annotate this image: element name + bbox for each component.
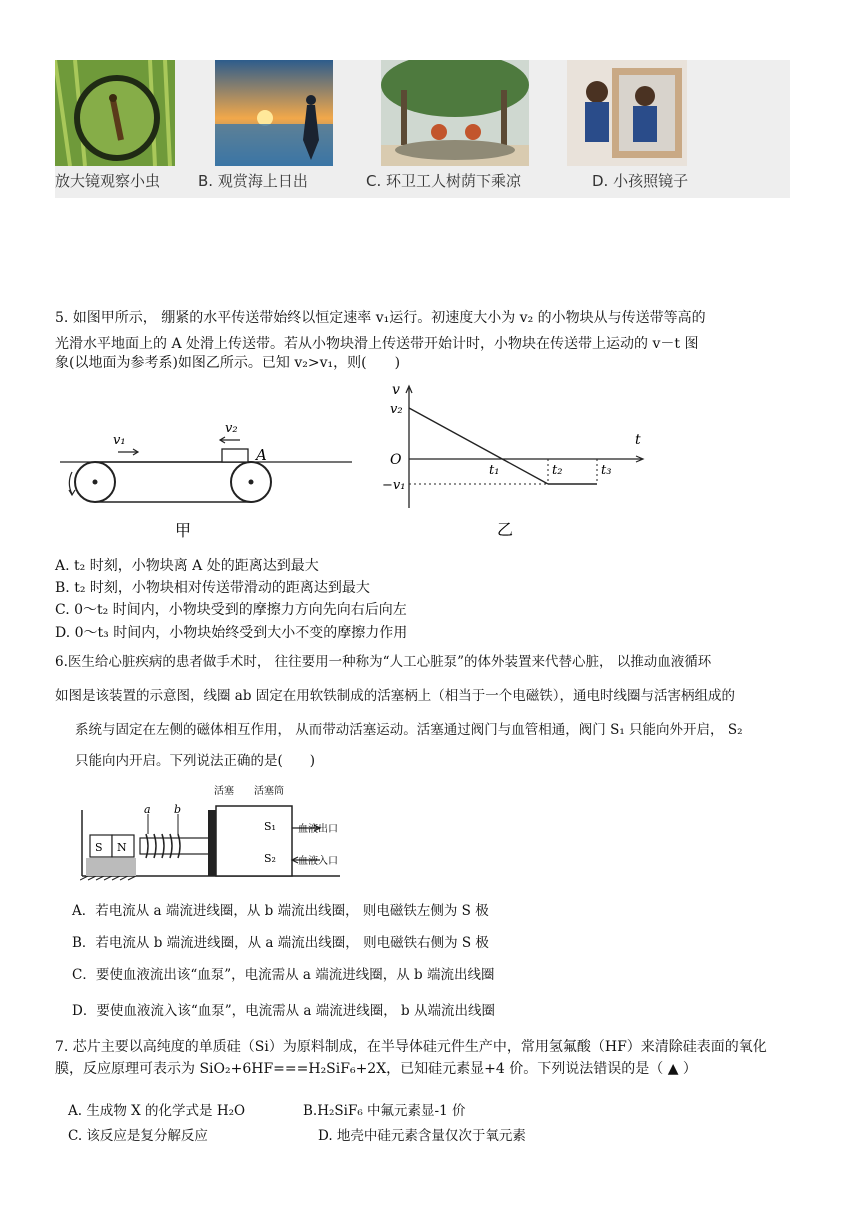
label-inlet: 血液入口: [298, 856, 338, 867]
label-origin: O: [390, 452, 402, 468]
q6-option-d: D．要使血液流入该“血泵”，电流需从 a 端流进线圈， b 从端流出线圈: [72, 1003, 495, 1019]
label-v2-axis: v₂: [390, 402, 403, 417]
q7-line-2: 膜，反应原理可表示为 SiO₂+6HF===H₂SiF₆+2X，已知硅元素显+4 价。下列说法错误的是（ ▲ ）: [55, 1061, 697, 1077]
q5-line-1: 5. 如图甲所示， 绷紧的水平传送带始终以恒定速率 v₁运行。初速度大小为 v₂ 的小物块从与传送带等高的: [55, 310, 706, 326]
label-cylinder: 活塞筒: [254, 786, 284, 797]
label-s2: S₂: [264, 852, 276, 865]
q7-line-1: 7. 芯片主要以高纯度的单质硅（Si）为原料制成，在半导体硅元件生产中，常用氢氟酸（HF）来清除硅表面的氧化: [55, 1039, 767, 1055]
tree-shade-photo: [381, 60, 529, 166]
q5-option-b: B. t₂ 时刻，小物块相对传送带滑动的距离达到最大: [55, 580, 370, 596]
q5-line-3: 象(以地面为参考系)如图乙所示。已知 v₂>v₁，则( ): [55, 355, 401, 371]
q7-option-d: D. 地壳中硅元素含量仅次于氧元素: [318, 1128, 526, 1144]
label-v2: v₂: [225, 421, 238, 436]
label-neg-v1: −v₁: [382, 478, 406, 493]
q6-line-2: 如图是该装置的示意图，线圈 ab 固定在用软铁制成的活塞柄上（相当于一个电磁铁），通电时线圈与活害柄组成的: [55, 688, 736, 704]
q6-option-c: C．要使血液流出该“血泵”，电流需从 a 端流进线圈，从 b 端流出线圈: [72, 967, 495, 983]
mirror-photo: [567, 60, 687, 166]
caption-b: B. 观赏海上日出: [198, 172, 308, 190]
figure-yi-vt-graph: [372, 378, 662, 543]
figure-heart-pump: [80, 780, 350, 885]
label-piston: 活塞: [214, 786, 234, 797]
caption-c: C. 环卫工人树荫下乘凉: [366, 172, 522, 190]
label-v1: v₁: [113, 433, 126, 448]
q5-option-d: D. 0～t₃ 时间内，小物块始终受到大小不变的摩擦力作用: [55, 625, 408, 641]
caption-d: D. 小孩照镜子: [592, 172, 689, 190]
label-t1: t₁: [489, 463, 500, 478]
q7-option-a: A. 生成物 X 的化学式是 H₂O: [68, 1103, 246, 1119]
figure-jia-conveyor: [60, 400, 360, 545]
caption-yi: 乙: [497, 520, 514, 539]
q5-option-c: C. 0～t₂ 时间内，小物块受到的摩擦力方向先向右后向左: [55, 602, 407, 618]
sunrise-photo: [215, 60, 333, 166]
label-outlet: 血液出口: [298, 824, 338, 835]
q6-line-3: 系统与固定在左侧的磁体相互作用， 从而带动活塞运动。活塞通过阀门与血管相通，阀门 S₁ 只能向外开启， S₂: [75, 722, 743, 738]
label-t2: t₂: [552, 463, 563, 478]
q5-option-a: A. t₂ 时刻，小物块离 A 处的距离达到最大: [55, 558, 319, 574]
caption-a: 放大镜观察小虫: [55, 172, 161, 190]
q6-option-b: B．若电流从 b 端流进线圈，从 a 端流出线圈， 则电磁铁右侧为 S 极: [72, 935, 489, 951]
q6-option-a: A．若电流从 a 端流进线圈，从 b 端流出线圈， 则电磁铁左侧为 S 极: [72, 903, 489, 919]
photo-strip: [55, 60, 790, 198]
magnifier-photo: [55, 60, 175, 166]
label-A: A: [256, 446, 267, 464]
label-s1: S₁: [264, 820, 276, 833]
q6-line-1: 6.医生给心脏疾病的患者做手术时， 往往要用一种称为“人工心脏泵”的体外装置来代替心脏， 以推动血液循环: [55, 654, 712, 670]
magnet-s: S: [95, 841, 103, 854]
label-b: b: [174, 803, 182, 816]
q7-option-c: C. 该反应是复分解反应: [68, 1128, 208, 1144]
q5-line-2: 光滑水平地面上的 A 处滑上传送带。若从小物块滑上传送带开始计时，小物块在传送带上运动的 v－t 图: [55, 336, 699, 352]
q6-line-4: 只能向内开启。下列说法正确的是( ): [75, 753, 316, 769]
label-t-axis: t: [635, 432, 641, 448]
label-t3: t₃: [601, 463, 612, 478]
q7-option-b: B.H₂SiF₆ 中氟元素显-1 价: [303, 1103, 466, 1119]
label-a: a: [144, 803, 151, 816]
magnet-n: N: [117, 841, 127, 854]
label-v-axis: v: [392, 382, 400, 398]
caption-jia: 甲: [175, 521, 192, 540]
